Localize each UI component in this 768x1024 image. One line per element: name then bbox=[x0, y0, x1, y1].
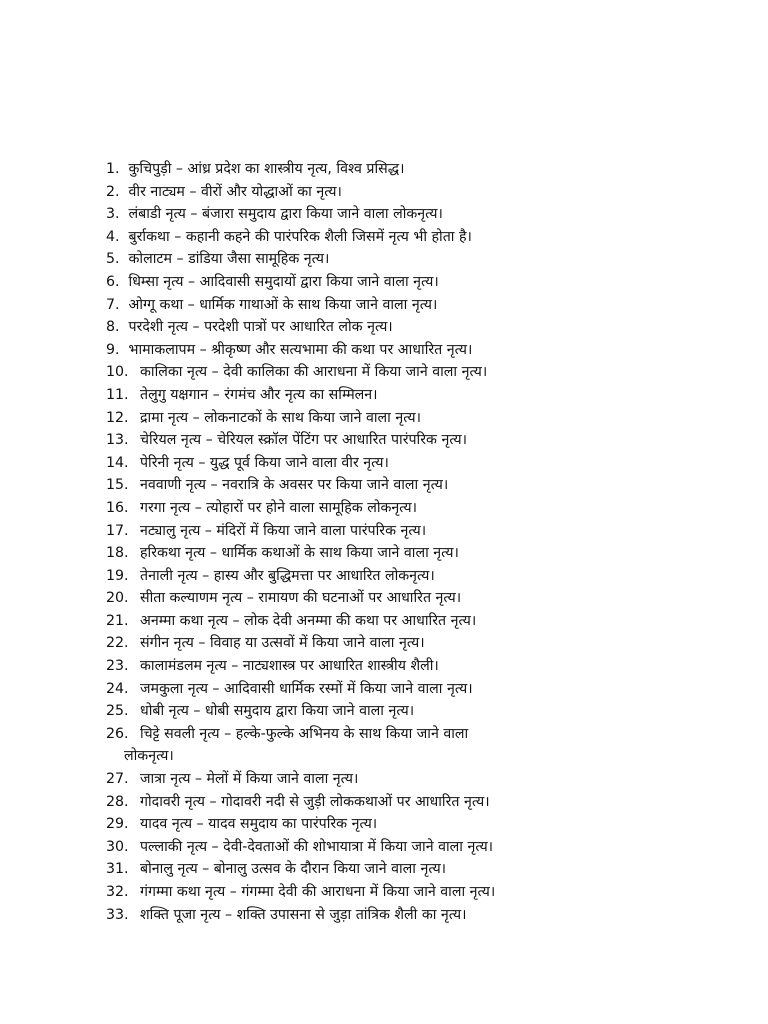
item-text: सीता कल्याणम नृत्य – रामायण की घटनाओं पर आधारित नृत्य। bbox=[140, 590, 462, 607]
list-item bbox=[106, 248, 746, 271]
list-item bbox=[106, 632, 746, 655]
item-number: 23. bbox=[106, 658, 129, 675]
list-item bbox=[106, 520, 746, 543]
item-text: लंबाडी नृत्य – बंजारा समुदाय द्वारा किया जाने वाला लोकनृत्य। bbox=[128, 206, 443, 223]
item-number: 19. bbox=[106, 567, 129, 584]
item-number: 27. bbox=[106, 771, 129, 788]
list-item bbox=[106, 226, 746, 249]
list-item bbox=[106, 700, 746, 723]
list-item bbox=[106, 203, 746, 226]
item-text: धोबी नृत्य – धोबी समुदाय द्वारा किया जाने वाला नृत्य। bbox=[140, 703, 415, 720]
item-text: जात्रा नृत्य – मेलों में किया जाने वाला नृत्य। bbox=[140, 771, 359, 788]
item-text: नट्यालु नृत्य – मंदिरों में किया जाने वाला पारंपरिक नृत्य। bbox=[140, 522, 427, 539]
item-number: 32. bbox=[106, 884, 129, 900]
item-number: 28. bbox=[106, 793, 129, 810]
list-item bbox=[106, 723, 746, 768]
list-item bbox=[106, 791, 746, 814]
list-item bbox=[106, 497, 746, 520]
item-text: शक्ति पूजा नृत्य – शक्ति उपासना से जुड़ा तांत्रिक शैली का नृत्य। bbox=[140, 906, 467, 923]
item-number: 2. bbox=[106, 183, 120, 200]
item-number: 7. bbox=[106, 296, 120, 313]
item-number: 10. bbox=[106, 364, 129, 381]
item-number: 1. bbox=[106, 161, 120, 177]
item-number: 9. bbox=[106, 341, 120, 358]
item-text: बोनालु नृत्य – बोनालु उत्सव के दौरान किया जाने वाला नृत्य। bbox=[140, 861, 447, 878]
list-item bbox=[106, 587, 746, 610]
item-text: गंगम्मा कथा नृत्य – गंगम्मा देवी की आराधना में किया जाने वाला नृत्य। bbox=[140, 884, 496, 900]
list-item bbox=[106, 294, 746, 317]
item-number: 16. bbox=[106, 499, 129, 516]
list-item bbox=[106, 158, 746, 181]
item-number: 20. bbox=[106, 590, 129, 607]
item-number: 5. bbox=[106, 251, 120, 268]
item-number: 8. bbox=[106, 319, 120, 336]
item-text: ओग्गू कथा – धार्मिक गाथाओं के साथ किया जाने वाला नृत्य। bbox=[128, 296, 438, 313]
list-item bbox=[106, 452, 746, 475]
list-item bbox=[106, 881, 746, 904]
item-text: पल्लाकी नृत्य – देवी-देवताओं की शोभायात्रा में किया जाने वाला नृत्य। bbox=[140, 838, 494, 855]
item-text: नववाणी नृत्य – नवरात्रि के अवसर पर किया जाने वाला नृत्य। bbox=[140, 477, 449, 494]
item-text: भामाकलापम – श्रीकृष्ण और सत्यभामा की कथा पर आधारित नृत्य। bbox=[128, 341, 473, 358]
item-number: 18. bbox=[106, 545, 129, 562]
list-item bbox=[106, 768, 746, 791]
item-text-continuation: लोकनृत्य। bbox=[124, 748, 174, 765]
item-text: जमकुला नृत्य – आदिवासी धार्मिक रस्मों में किया जाने वाला नृत्य। bbox=[140, 680, 473, 697]
list-item bbox=[106, 361, 746, 384]
item-text: चिट्टे सवली नृत्य – हल्के-फुल्के अभिनय के साथ किया जाने वाला bbox=[140, 725, 469, 742]
item-text: हरिकथा नृत्य – धार्मिक कथाओं के साथ किया जाने वाला नृत्य। bbox=[140, 545, 459, 562]
item-text: परदेशी नृत्य – परदेशी पात्रों पर आधारित लोक नृत्य। bbox=[128, 319, 393, 336]
item-text: धिम्सा नृत्य – आदिवासी समुदायों द्वारा किया जाने वाला नृत्य। bbox=[128, 273, 439, 290]
list-item bbox=[106, 271, 746, 294]
list-item bbox=[106, 316, 746, 339]
item-text: द्रामा नृत्य – लोकनाटकों के साथ किया जाने वाला नृत्य। bbox=[140, 409, 421, 426]
item-text: गोदावरी नृत्य – गोदावरी नदी से जुड़ी लोककथाओं पर आधारित नृत्य। bbox=[140, 793, 490, 810]
item-number: 21. bbox=[106, 612, 129, 629]
item-number: 14. bbox=[106, 454, 129, 471]
item-text: कालिका नृत्य – देवी कालिका की आराधना में किया जाने वाला नृत्य। bbox=[140, 364, 488, 381]
item-number: 26. bbox=[106, 725, 129, 742]
item-text: कुचिपुड़ी – आंध्र प्रदेश का शास्त्रीय नृत्य, विश्व प्रसिद्ध। bbox=[128, 161, 405, 177]
item-text: चेरियल नृत्य – चेरियल स्क्रॉल पेंटिंग पर आधारित पारंपरिक नृत्य। bbox=[140, 432, 468, 449]
item-number: 3. bbox=[106, 206, 120, 223]
list-item bbox=[106, 858, 746, 881]
list-item bbox=[106, 904, 746, 927]
item-number: 24. bbox=[106, 680, 129, 697]
list-item bbox=[106, 678, 746, 701]
list-item bbox=[106, 384, 746, 407]
item-text: बुर्राकथा – कहानी कहने की पारंपरिक शैली जिसमें नृत्य भी होता है। bbox=[128, 228, 472, 245]
item-text: गरगा नृत्य – त्योहारों पर होने वाला सामूहिक लोकनृत्य। bbox=[140, 499, 417, 516]
item-text: कोलाटम – डांडिया जैसा सामूहिक नृत्य। bbox=[128, 251, 330, 268]
dance-list bbox=[106, 158, 746, 926]
list-item bbox=[106, 339, 746, 362]
item-text: कालामंडलम नृत्य – नाट्यशास्त्र पर आधारित शास्त्रीय शैली। bbox=[140, 658, 439, 675]
item-text: पेरिनी नृत्य – युद्ध पूर्व किया जाने वाला वीर नृत्य। bbox=[140, 454, 389, 471]
item-text: संगीन नृत्य – विवाह या उत्सवों में किया जाने वाला नृत्य। bbox=[140, 635, 425, 652]
item-number: 17. bbox=[106, 522, 129, 539]
list-item bbox=[106, 655, 746, 678]
item-number: 12. bbox=[106, 409, 129, 426]
item-number: 6. bbox=[106, 273, 120, 290]
item-number: 4. bbox=[106, 228, 120, 245]
item-number: 25. bbox=[106, 703, 129, 720]
list-item bbox=[106, 407, 746, 430]
item-number: 33. bbox=[106, 906, 129, 923]
item-number: 13. bbox=[106, 432, 129, 449]
item-text: अनम्मा कथा नृत्य – लोक देवी अनम्मा की कथा पर आधारित नृत्य। bbox=[140, 612, 477, 629]
list-item bbox=[106, 610, 746, 633]
list-item bbox=[106, 181, 746, 204]
item-text: तेनाली नृत्य – हास्य और बुद्धिमत्ता पर आधारित लोकनृत्य। bbox=[140, 567, 435, 584]
item-number: 22. bbox=[106, 635, 129, 652]
list-item bbox=[106, 542, 746, 565]
item-number: 31. bbox=[106, 861, 129, 878]
list-item bbox=[106, 836, 746, 859]
item-number: 29. bbox=[106, 816, 129, 833]
list-item bbox=[106, 565, 746, 588]
item-text: तेलुगु यक्षगान – रंगमंच और नृत्य का सम्मिलन। bbox=[140, 386, 378, 403]
list-item bbox=[106, 429, 746, 452]
item-text: वीर नाट्यम – वीरों और योद्धाओं का नृत्य। bbox=[128, 183, 342, 200]
list-item bbox=[106, 474, 746, 497]
item-number: 11. bbox=[106, 386, 129, 403]
item-number: 15. bbox=[106, 477, 129, 494]
item-text: यादव नृत्य – यादव समुदाय का पारंपरिक नृत्य। bbox=[140, 816, 378, 833]
list-item bbox=[106, 813, 746, 836]
item-number: 30. bbox=[106, 838, 129, 855]
